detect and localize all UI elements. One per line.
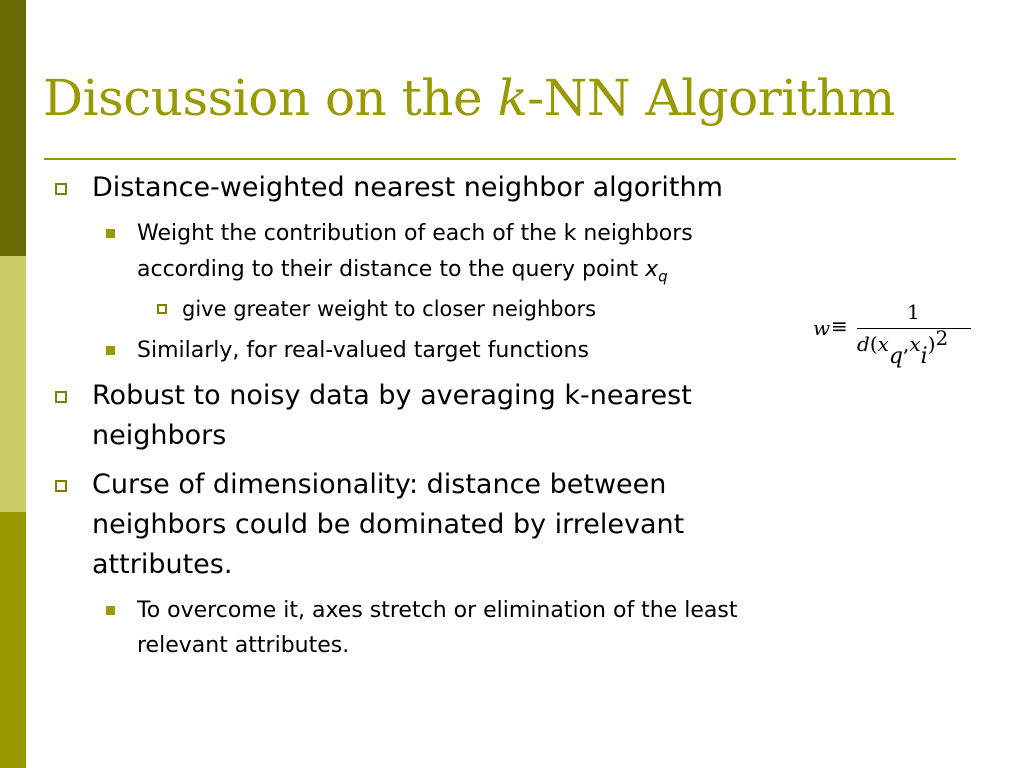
side-bar-segment-mid <box>0 512 26 768</box>
den-d: d <box>857 332 870 356</box>
den-x-q: x <box>877 332 889 356</box>
formula-denominator <box>857 326 949 369</box>
slide-title <box>43 68 895 128</box>
bullet-text-line3: attributes. <box>92 549 233 580</box>
solid-square-bullet-icon <box>106 606 115 615</box>
hollow-square-bullet-icon <box>157 304 167 314</box>
den-exponent: 2 <box>935 326 949 350</box>
den-subscript-i: i <box>920 344 928 369</box>
bullet-text-line2: neighbors could be dominated by irrelevant <box>92 509 685 540</box>
side-bar-segment-dark <box>0 0 26 256</box>
side-decoration-bar <box>0 0 26 768</box>
den-x-i: x <box>909 332 921 356</box>
weight-formula <box>813 300 983 374</box>
bullet-text: Similarly, for real-valued target functions <box>137 338 589 363</box>
hollow-square-bullet-icon <box>55 480 67 492</box>
hollow-square-bullet-icon <box>55 183 67 195</box>
title-text-italic: k <box>497 69 528 127</box>
den-subscript-q: q <box>888 344 903 369</box>
query-point-variable: x <box>645 257 659 282</box>
formula-equiv-sign: ≡ <box>831 314 848 338</box>
formula-numerator: 1 <box>907 300 920 324</box>
bullet-text-line1: Weight the contribution of each of the k neighbors <box>137 221 693 246</box>
formula-lhs: w <box>813 316 831 340</box>
solid-square-bullet-icon <box>106 229 115 238</box>
den-close-paren: ) <box>927 332 936 356</box>
formula-fraction-bar <box>857 328 971 329</box>
query-point-subscript: q <box>658 267 668 286</box>
bullet-text-line2 <box>137 252 668 294</box>
bullet-text-line1: Robust to noisy data by averaging k-nearest <box>92 380 692 411</box>
title-text-after: -NN Algorithm <box>527 69 895 127</box>
title-underline <box>44 158 956 160</box>
bullet-text-line2: neighbors <box>92 420 227 451</box>
bullet-text: Distance-weighted nearest neighbor algorithm <box>92 172 723 203</box>
bullet-text-line2-main: according to their distance to the query point <box>137 257 646 282</box>
side-bar-segment-light <box>0 256 26 512</box>
bullet-text-line2: relevant attributes. <box>137 633 350 658</box>
den-comma: , <box>903 332 910 356</box>
den-open-paren: ( <box>869 332 878 356</box>
hollow-square-bullet-icon <box>55 391 67 403</box>
bullet-text-line1: Curse of dimensionality: distance between <box>92 469 667 500</box>
bullet-text: give greater weight to closer neighbors <box>182 297 597 321</box>
solid-square-bullet-icon <box>106 346 115 355</box>
bullet-text-line1: To overcome it, axes stretch or elimination of the least <box>137 598 738 623</box>
title-text-before: Discussion on the <box>43 69 498 127</box>
